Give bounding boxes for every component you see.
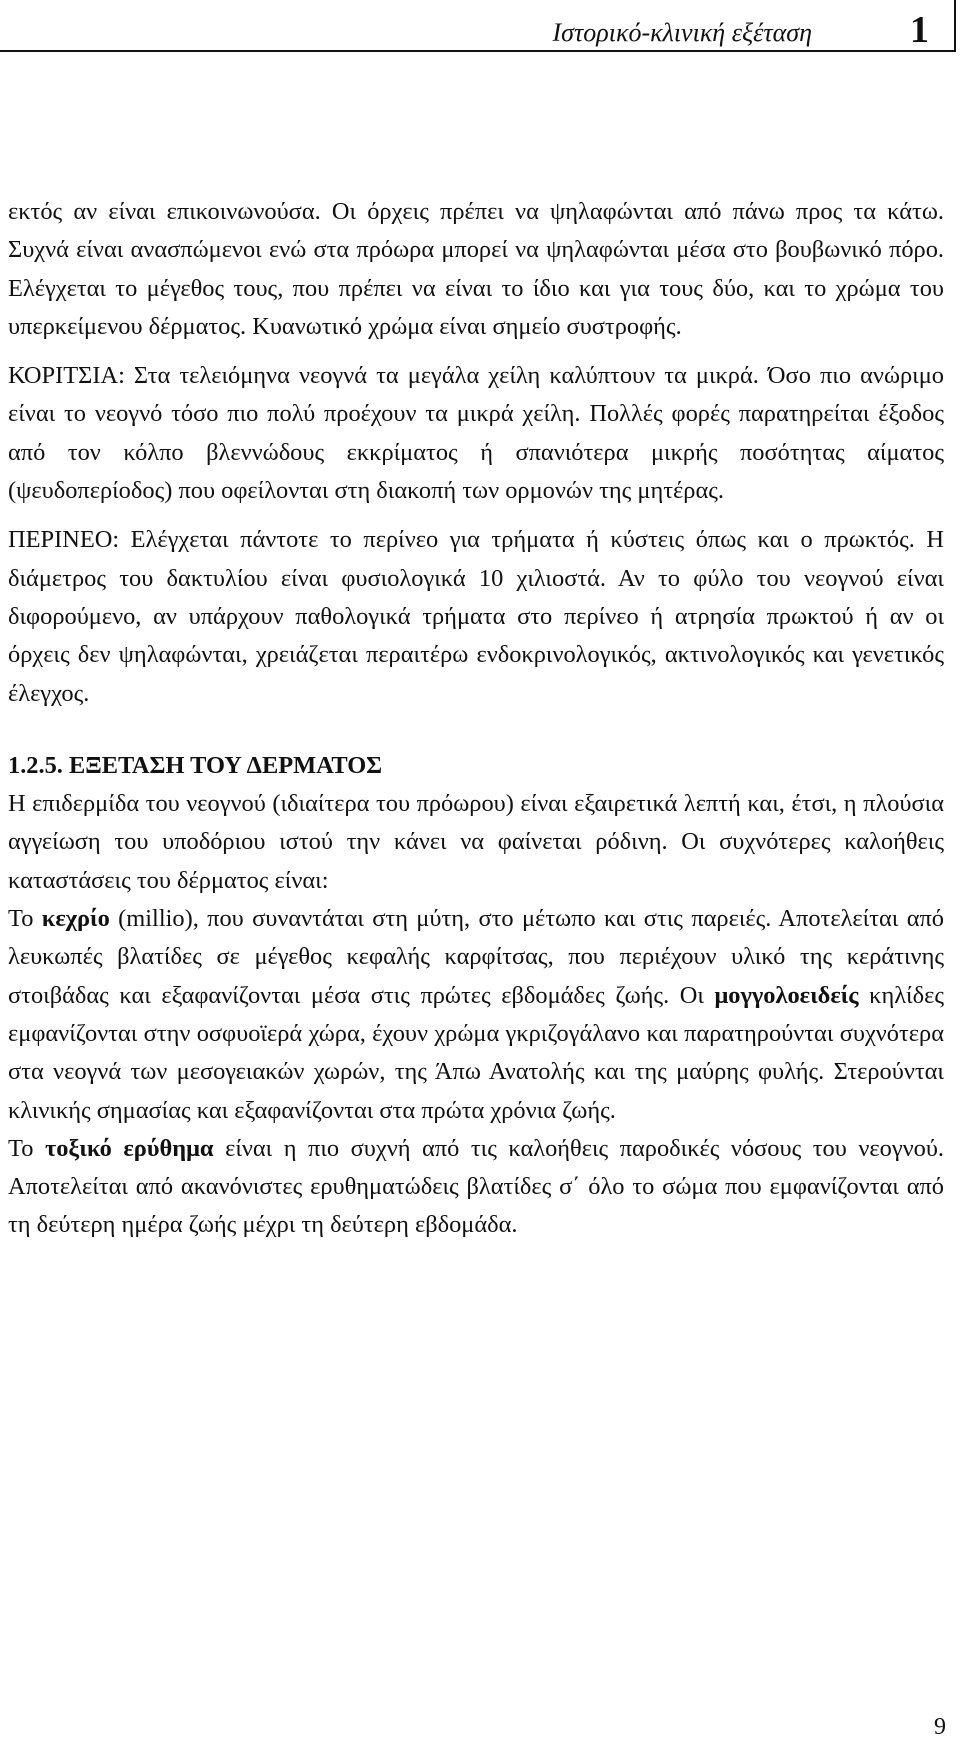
text-run: Το [8, 1134, 45, 1162]
text-run: είναι η πιο συχνή από τις καλοήθεις παροδικές νόσους του νεογνού. Αποτελείται από ακανόνιστες ερυθηματώδεις βλατίδες σ΄ όλο το σώμα που εμφανίζονται από τη δεύτερη ημέρα ζωής μέχρι τη δεύτερη εβδομάδα. [8, 1134, 944, 1239]
header-rule [0, 0, 956, 52]
term-mongolian-spots: μογγολοειδείς [714, 981, 859, 1009]
term-millia: κεχρίο [41, 905, 110, 933]
text-run: (millio), που συναντάται στη μύτη, στο μέτωπο και στις παρειές. Αποτελείται από λευκωπές βλατίδες σε μέγεθος κεφαλής καρφίτσας, που περιέχουν υλικό της κεράτινης στοιβάδας και εξαφανίζονται μέσα στις πρώτες εβδομάδες ζωής. Οι [8, 905, 944, 1009]
term-toxic-erythema: τοξικό ερύθημα [44, 1134, 214, 1162]
section-heading: 1.2.5. ΕΞΕΤΑΣΗ ΤΟΥ ΔΕΡΜΑΤΟΣ [8, 751, 383, 779]
paragraph-perineum: ΠΕΡΙΝΕΟ: Ελέγχεται πάντοτε το περίνεο για τρήματα ή κύστεις όπως και ο πρωκτός. Η διάμετρος του δακτυλίου είναι φυσιολογικά 10 χιλιοστά. Αν το φύλο του νεογνού είναι διφορούμενο, αν υπάρχουν παθολογικά τρήματα στο περίνεο ή ατρησία πρωκτού ή αν οι όρχεις δεν ψηλαφώνται, χρειάζεται περαιτέρω ενδοκρινολογικός, ακτινολογικός και γενετικός έλεγχος. [8, 526, 944, 707]
paragraph-testes: εκτός αν είναι επικοινωνούσα. Οι όρχεις πρέπει να ψηλαφώνται από πάνω προς τα κάτω. Συχνά είναι ανασπώμενοι ενώ στα πρόωρα μπορεί να ψηλαφώνται μέσα στο βουβωνικό πόρο. Ελέγχεται το μέγεθος τους, που πρέπει να είναι το ίδιο και για τους δύο, και το χρώμα του υπερκείμενου δέρματος. Κυανωτικό χρώμα είναι σημείο συστροφής. [8, 198, 944, 340]
chapter-number: 1 [910, 9, 929, 51]
paragraph-girls: ΚΟΡΙΤΣΙΑ: Στα τελειόμηνα νεογνά τα μεγάλα χείλη καλύπτουν τα μικρά. Όσο πιο ανώριμο είναι το νεογνό τόσο πιο πολύ προέχουν τα μικρά χείλη. Πολλές φορές παρατηρείται έξοδος από τον κόλπο βλεννώδους εκκρίματος ή σπανιότερα μικρής ποσότητας αίματος (ψευδοπερίοδος) που οφείλονται στη διακοπή των ορμονών της μητέρας. [8, 362, 944, 505]
paragraph-toxic-erythema [8, 1130, 944, 1245]
page-body [8, 193, 944, 1245]
paragraph-skin-intro: Η επιδερμίδα του νεογνού (ιδιαίτερα του πρόωρου) είναι εξαιρετικά λεπτή και, έτσι, η πλούσια αγγείωση του υποδόριου ιστού την κάνει να φαίνεται ρόδινη. Οι συχνότερες καλοήθεις καταστάσεις του δέρματος είναι: [8, 790, 944, 894]
running-header-title: Ιστορικό-κλινική εξέταση [552, 18, 812, 47]
text-run: κηλίδες εμφανίζονται στην οσφυοϊερά χώρα, έχουν χρώμα γκριζογάλανο και παρατηρούνται συχνότερα στα νεογνά των μεσογειακών χωρών, της Άπω Ανατολής και της μαύρης φυλής. Στερούνται κλινικής σημασίας και εξαφανίζονται στα πρώτα χρόνια ζωής. [8, 981, 944, 1124]
page-number: 9 [934, 1714, 946, 1740]
text-run: Το [8, 905, 42, 933]
paragraph-millia [8, 900, 944, 1130]
